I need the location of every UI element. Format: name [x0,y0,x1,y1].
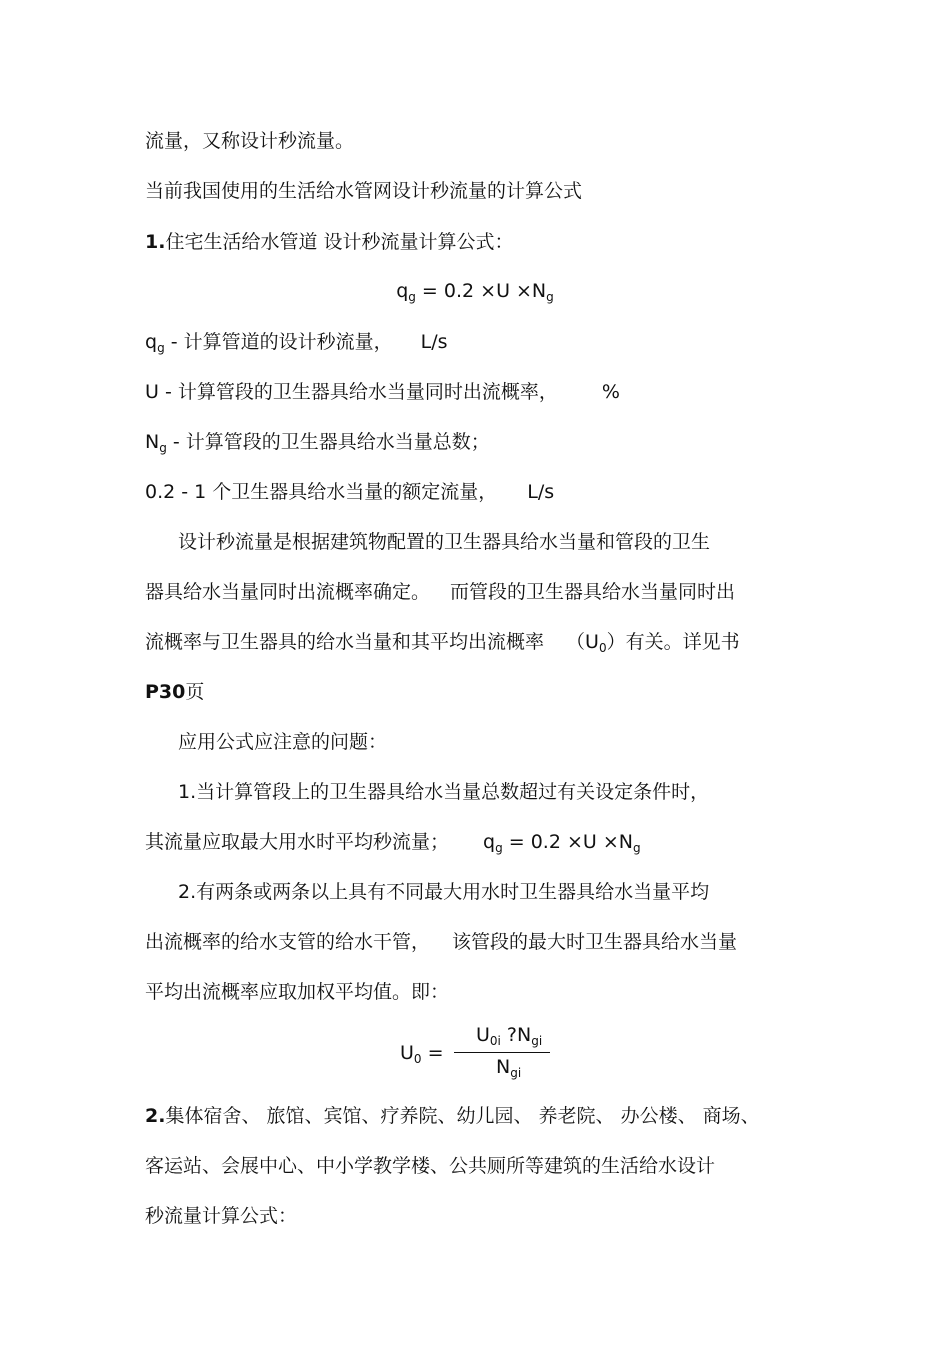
text-line [145,1153,715,1179]
note-2 [178,879,709,905]
text-span: 流概率与卫生器具的给水当量和其平均出流概率 [145,631,545,653]
text-span: 平均出流概率应取加权平均值。即： [145,981,450,1003]
formula-subscript: 0 [413,1052,422,1066]
text-line [145,1203,297,1229]
definition-ng [145,429,490,455]
note-1 [178,779,709,805]
text-span: 设计秒流量是根据建筑物配置的卫生器具给水当量和管段的卫生 [178,531,711,553]
text-span: 1.当计算管段上的卫生器具给水当量总数超过有关设定条件时， [178,781,710,803]
formula-body: = 0.2 ×U ×N [415,280,547,302]
text-span: 秒流量计算公式： [145,1205,298,1227]
definition-text: U - 计算管段的卫生器具给水当量同时出流概率， [145,381,558,403]
formula-subscript: g [495,841,503,855]
definition-qg [145,329,448,355]
definition-u [145,379,620,405]
page-reference: P30 [145,681,186,703]
text-span: 当前我国使用的生活给水管网设计秒流量的计算公式 [145,180,583,202]
definition-text: 0.2 - 1 个卫生器具给水当量的额定流量， [145,481,498,503]
paragraph-line [145,679,204,705]
note-2-continued [145,929,737,955]
section-heading-1 [145,229,514,255]
text-span: 客运站、会展中心、中小学教学楼、公共厕所等建筑的生活给水设计 [145,1155,716,1177]
formula-lhs [400,1042,444,1064]
formula-subscript: g [546,290,554,304]
text-line [145,178,582,204]
formula-subscript: gi [510,1066,522,1080]
section-title: 住宅生活给水管道 设计秒流量计算公式： [165,231,514,253]
formula-subscript: g [632,841,641,855]
section-heading-2 [145,1103,760,1129]
subscript: 0 [598,641,607,655]
definition-text: - 计算管道的设计秒流量， [164,331,393,353]
subscript: g [159,441,167,455]
note-2-continued [145,979,449,1005]
formula-symbol: U [400,1042,414,1064]
unit: L/s [527,481,555,503]
formula-body: = 0.2 ×U ×N [502,831,633,853]
text-span: ）有关。详见书 [606,631,740,653]
notes-heading [178,729,387,755]
note-1-continued [145,829,641,855]
text-span: 流量，又称设计秒流量。 [145,130,355,152]
section-title: 集体宿舍、 旅馆、宾馆、疗养院、幼儿园、 养老院、 办公楼、 商场、 [165,1105,760,1127]
formula-u0-weighted [400,1020,570,1090]
subscript: g [157,341,165,355]
text-span: 其流量应取最大用水时平均秒流量； [145,831,450,853]
formula-denominator [496,1056,521,1078]
section-number: 2. [145,1105,166,1127]
formula-symbol: q [396,280,409,302]
unit: % [601,381,620,403]
text-span: 而管段的卫生器具给水当量同时出 [450,581,736,603]
text-span: 该管段的最大时卫生器具给水当量 [452,931,738,953]
text-span: 出流概率的给水支管的给水干管， [145,931,431,953]
paragraph-line [178,529,710,555]
formula-symbol: U [476,1024,490,1046]
formula-equals: = [421,1042,444,1064]
paragraph-line [145,579,735,605]
formula-symbol: ?N [500,1024,532,1046]
fraction-bar [454,1052,550,1053]
formula-subscript: 0i [489,1034,501,1048]
formula-symbol: N [496,1056,511,1078]
definition-text: - 计算管段的卫生器具给水当量总数； [166,431,490,453]
paragraph-line [145,629,740,655]
text-span: 应用公式应注意的问题： [178,731,388,753]
formula-qg [0,278,950,304]
text-line [145,128,354,154]
text-span: 器具给水当量同时出流概率确定。 [145,581,431,603]
formula-numerator [476,1024,542,1046]
unit: L/s [420,331,448,353]
formula-subscript: g [408,290,416,304]
definition-rated-flow [145,479,554,505]
formula-subscript: gi [531,1034,543,1048]
text-span: 页 [185,681,205,703]
section-number: 1. [145,231,166,253]
formula-symbol: q [483,831,496,853]
text-span: （U [566,631,599,653]
symbol: N [145,431,160,453]
text-span: 2.有两条或两条以上具有不同最大用水时卫生器具给水当量平均 [178,881,710,903]
symbol: q [145,331,158,353]
